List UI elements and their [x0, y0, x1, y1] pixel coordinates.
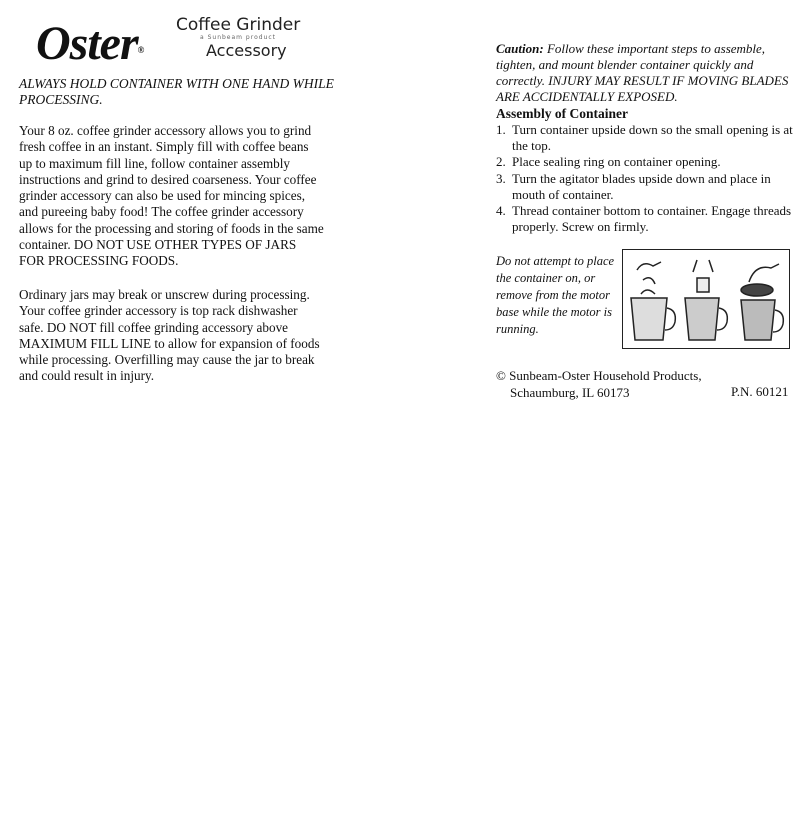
product-title: [176, 16, 300, 60]
motor-running-note: Do not attempt to place the container on, or remove from the motor base while the motor is running.: [496, 254, 615, 336]
oster-logo: Oster®: [36, 17, 144, 70]
container-assembly-illustration: [622, 249, 790, 349]
hold-container-warning: ALWAYS HOLD CONTAINER WITH ONE HAND WHILE PROCESSING.: [19, 76, 334, 107]
product-title-line2: a Sunbeam product: [200, 34, 277, 41]
product-title-line1: Coffee Grinder: [176, 15, 301, 35]
safety-paragraph: Ordinary jars may break or unscrew during processing. Your coffee grinder accessory is top rack dishwasher safe. DO NOT fill coffee grinding accessory above MAXIMUM FILL LINE to allow for expansion of foods while processing. Overfilling may cause the jar to break and could result in injury.: [19, 287, 320, 384]
assembly-step: 2. Place sealing ring on container opening.: [496, 154, 721, 170]
product-title-line3: Accessory: [206, 41, 287, 60]
caution-label: Caution:: [496, 41, 544, 56]
registered-mark: ®: [137, 45, 144, 55]
part-number: P.N. 60121: [731, 384, 789, 399]
assembly-step: 4. Thread container bottom to container. Engage threads properly. Screw on firmly.: [496, 203, 792, 235]
intro-paragraph: Your 8 oz. coffee grinder accessory allows you to grind fresh coffee in an instant. Simply fill with coffee beans up to maximum fill line, follow container assembly instructions and grind to desired coarseness. Your coffee grinder accessory can also be used for mincing spices, and pureeing baby food! The coffee grinder accessory allows for the processing and storing of foods in the same container. DO NOT USE OTHER TYPES OF JARS FOR PROCESSING FOODS.: [19, 123, 324, 269]
assembly-steps-icon: [623, 250, 788, 347]
assembly-heading: Assembly of Container: [496, 106, 628, 121]
caution-notice: [496, 41, 796, 105]
copyright-notice: © Sunbeam-Oster Household Products, Schaumburg, IL 60173: [496, 368, 702, 400]
assembly-step: 1. Turn container upside down so the small opening is at the top.: [496, 122, 793, 154]
assembly-step: 3. Turn the agitator blades upside down and place in mouth of container.: [496, 170, 771, 202]
caution-text: Follow these important steps to assemble, tighten, and mount blender container quickly and correctly. INJURY MAY RESULT IF MOVING BLADES ARE ACCIDENTALLY EXPOSED.: [496, 41, 789, 104]
assembly-steps: [496, 122, 796, 235]
